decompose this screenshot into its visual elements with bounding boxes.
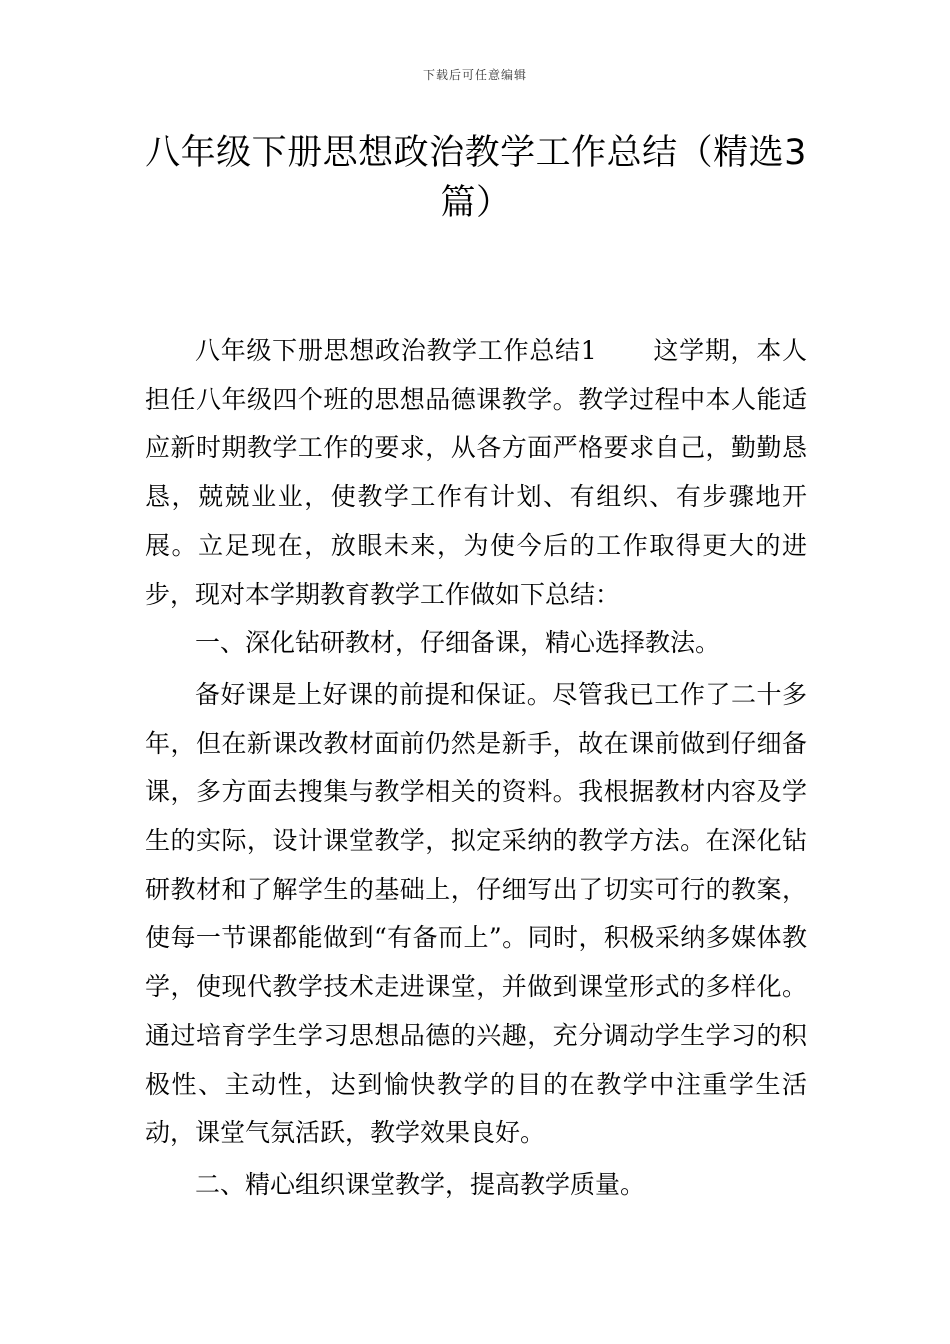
document-body bbox=[145, 327, 807, 1210]
intro-text: 这学期，本人担任八年级四个班的思想品德课教学。教学过程中本人能适应新时期教学工作的要求，从各方面严格要求自己，勤勤恳恳，兢兢业业，使教学工作有计划、有组织、有步骤地开展。立足现在，放眼未来，为使今后的工作取得更大的进步，现对本学期教育教学工作做如下总结： bbox=[145, 336, 807, 609]
section-1-heading: 一、深化钻研教材，仔细备课，精心选择教法。 bbox=[195, 628, 721, 658]
document-title: 八年级下册思想政治教学工作总结（精选3篇） bbox=[145, 133, 807, 223]
header-note: 下载后可任意编辑 bbox=[422, 68, 527, 82]
section-1-body: 备好课是上好课的前提和保证。尽管我已工作了二十多年，但在新课改教材面前仍然是新手，故在课前做到仔细备课，多方面去搜集与教学相关的资料。我根据教材内容及学生的实际，设计课堂教学，拟定采纳的教学方法。在深化钻研教材和了解学生的基础上，仔细写出了切实可行的教案，使每一节课都能做到“有备而上”。同时，积极采纳多媒体教学，使现代教学技术走进课堂，并做到课堂形式的多样化。通过培育学生学习思想品德的兴趣，充分调动学生学习的积极性、主动性，达到愉快教学的目的在教学中注重学生活动，课堂气氛活跃，教学效果良好。 bbox=[145, 679, 807, 1148]
intro-paragraph bbox=[145, 327, 807, 619]
article-heading: 八年级下册思想政治教学工作总结1 bbox=[195, 336, 597, 365]
section-2-heading: 二、精心组织课堂教学，提高教学质量。 bbox=[195, 1169, 646, 1199]
